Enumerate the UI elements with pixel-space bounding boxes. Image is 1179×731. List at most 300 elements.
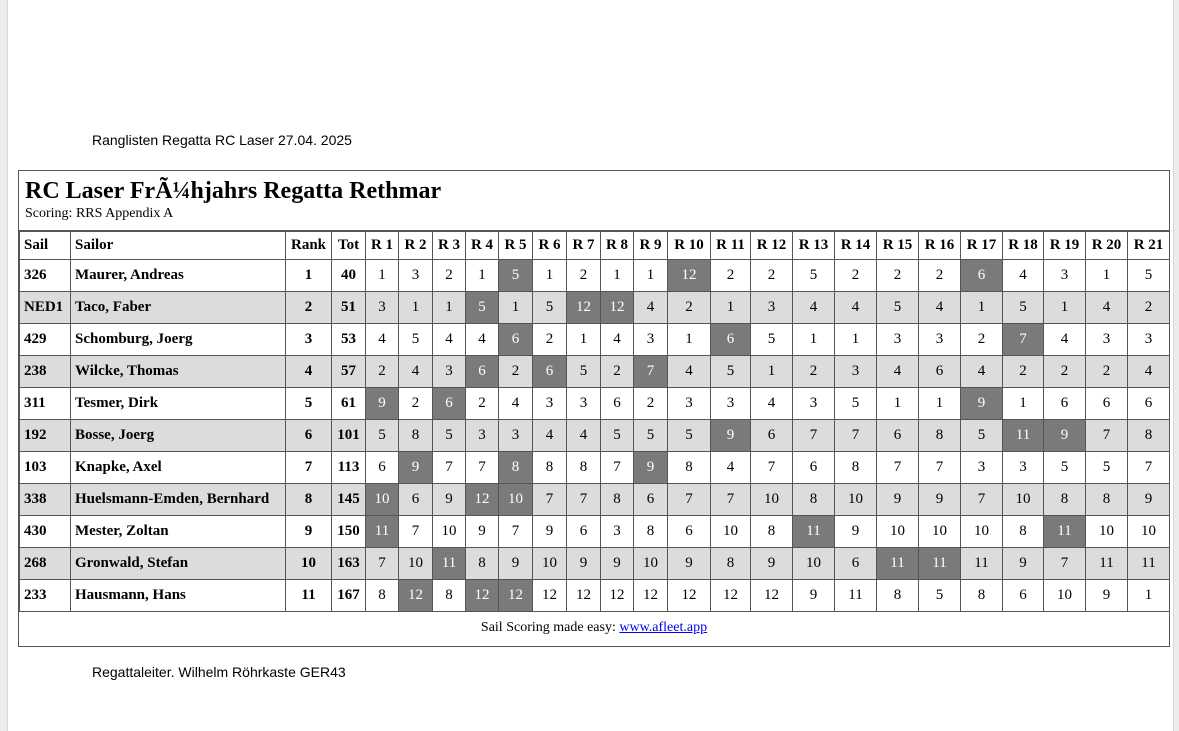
race-score-cell: 8 <box>1086 484 1128 516</box>
race-score-cell: 5 <box>533 292 567 324</box>
race-score-cell: 3 <box>1128 324 1170 356</box>
race-score-cell: 7 <box>961 484 1003 516</box>
race-score-cell: 3 <box>668 388 711 420</box>
sail-number-cell: 268 <box>20 548 71 580</box>
race-score-cell: 11 <box>835 580 877 612</box>
race-score-cell: 6 <box>1128 388 1170 420</box>
race-score-cell: 1 <box>499 292 533 324</box>
sail-number-cell: 238 <box>20 356 71 388</box>
column-header: R 10 <box>668 232 711 260</box>
race-score-cell: 8 <box>567 452 601 484</box>
discarded-race-score-cell: 12 <box>499 580 533 612</box>
race-score-cell: 1 <box>751 356 793 388</box>
total-points-cell: 113 <box>332 452 366 484</box>
race-score-cell: 2 <box>1003 356 1044 388</box>
race-score-cell: 5 <box>751 324 793 356</box>
total-points-cell: 53 <box>332 324 366 356</box>
race-score-cell: 1 <box>1003 388 1044 420</box>
column-header: R 12 <box>751 232 793 260</box>
race-score-cell: 9 <box>1003 548 1044 580</box>
race-score-cell: 6 <box>1044 388 1086 420</box>
race-score-cell: 6 <box>601 388 634 420</box>
race-score-cell: 5 <box>567 356 601 388</box>
discarded-race-score-cell: 12 <box>601 292 634 324</box>
race-score-cell: 2 <box>567 260 601 292</box>
column-header: R 9 <box>634 232 668 260</box>
race-score-cell: 4 <box>668 356 711 388</box>
race-score-cell: 2 <box>961 324 1003 356</box>
sailor-name-cell: Bosse, Joerg <box>71 420 286 452</box>
race-score-cell: 8 <box>919 420 961 452</box>
race-score-cell: 9 <box>1086 580 1128 612</box>
table-row <box>20 548 1170 580</box>
race-score-cell: 7 <box>399 516 433 548</box>
table-row <box>20 580 1170 612</box>
race-score-cell: 8 <box>433 580 466 612</box>
rank-cell: 11 <box>286 580 332 612</box>
sailor-name-cell: Huelsmann-Emden, Bernhard <box>71 484 286 516</box>
race-score-cell: 3 <box>1044 260 1086 292</box>
sailor-name-cell: Taco, Faber <box>71 292 286 324</box>
discarded-race-score-cell: 7 <box>634 356 668 388</box>
discarded-race-score-cell: 11 <box>793 516 835 548</box>
total-points-cell: 61 <box>332 388 366 420</box>
race-score-cell: 7 <box>1044 548 1086 580</box>
regatta-title: RC Laser FrÃ¼hjahrs Regatta Rethmar <box>25 178 442 204</box>
table-row <box>20 292 1170 324</box>
table-row <box>20 324 1170 356</box>
race-score-cell: 10 <box>961 516 1003 548</box>
race-score-cell: 8 <box>533 452 567 484</box>
sail-number-cell: 326 <box>20 260 71 292</box>
race-score-cell: 11 <box>1128 548 1170 580</box>
race-score-cell: 6 <box>567 516 601 548</box>
column-header: R 14 <box>835 232 877 260</box>
race-score-cell: 3 <box>399 260 433 292</box>
race-score-cell: 2 <box>877 260 919 292</box>
race-score-cell: 4 <box>1128 356 1170 388</box>
race-score-cell: 10 <box>919 516 961 548</box>
race-score-cell: 9 <box>533 516 567 548</box>
race-score-cell: 7 <box>567 484 601 516</box>
race-score-cell: 3 <box>533 388 567 420</box>
discarded-race-score-cell: 9 <box>634 452 668 484</box>
race-score-cell: 1 <box>1086 260 1128 292</box>
column-header: R 19 <box>1044 232 1086 260</box>
race-score-cell: 7 <box>366 548 399 580</box>
race-score-cell: 7 <box>499 516 533 548</box>
race-score-cell: 8 <box>668 452 711 484</box>
rank-cell: 2 <box>286 292 332 324</box>
race-score-cell: 3 <box>1003 452 1044 484</box>
race-score-cell: 6 <box>835 548 877 580</box>
discarded-race-score-cell: 9 <box>961 388 1003 420</box>
race-score-cell: 1 <box>433 292 466 324</box>
race-score-cell: 12 <box>711 580 751 612</box>
discarded-race-score-cell: 7 <box>1003 324 1044 356</box>
sail-number-cell: 429 <box>20 324 71 356</box>
race-score-cell: 3 <box>601 516 634 548</box>
race-score-cell: 3 <box>961 452 1003 484</box>
column-header: R 11 <box>711 232 751 260</box>
race-score-cell: 2 <box>499 356 533 388</box>
discarded-race-score-cell: 6 <box>961 260 1003 292</box>
race-score-cell: 2 <box>1044 356 1086 388</box>
sail-number-cell: NED1 <box>20 292 71 324</box>
race-score-cell: 8 <box>1003 516 1044 548</box>
race-score-cell: 1 <box>919 388 961 420</box>
race-score-cell: 3 <box>1086 324 1128 356</box>
race-score-cell: 5 <box>835 388 877 420</box>
sailor-name-cell: Gronwald, Stefan <box>71 548 286 580</box>
race-score-cell: 9 <box>601 548 634 580</box>
table-row <box>20 388 1170 420</box>
race-score-cell: 4 <box>835 292 877 324</box>
discarded-race-score-cell: 9 <box>399 452 433 484</box>
race-score-cell: 1 <box>567 324 601 356</box>
race-score-cell: 10 <box>835 484 877 516</box>
rank-cell: 6 <box>286 420 332 452</box>
race-score-cell: 5 <box>961 420 1003 452</box>
race-score-cell: 4 <box>711 452 751 484</box>
sheet-footer-text: Sail Scoring made easy: <box>480 620 620 635</box>
discarded-race-score-cell: 5 <box>466 292 499 324</box>
results-title-block <box>19 171 1169 231</box>
race-score-cell: 9 <box>919 484 961 516</box>
discarded-race-score-cell: 11 <box>919 548 961 580</box>
race-score-cell: 1 <box>1128 580 1170 612</box>
race-score-cell: 2 <box>835 260 877 292</box>
race-score-cell: 3 <box>634 324 668 356</box>
rank-cell: 9 <box>286 516 332 548</box>
race-score-cell: 1 <box>466 260 499 292</box>
rank-cell: 8 <box>286 484 332 516</box>
race-score-cell: 7 <box>668 484 711 516</box>
race-score-cell: 1 <box>634 260 668 292</box>
race-score-cell: 7 <box>533 484 567 516</box>
discarded-race-score-cell: 6 <box>533 356 567 388</box>
race-score-cell: 9 <box>877 484 919 516</box>
race-score-cell: 8 <box>634 516 668 548</box>
race-score-cell: 2 <box>399 388 433 420</box>
race-score-cell: 8 <box>601 484 634 516</box>
column-header: R 15 <box>877 232 919 260</box>
rank-cell: 4 <box>286 356 332 388</box>
sailor-name-cell: Maurer, Andreas <box>71 260 286 292</box>
column-header: Sailor <box>71 232 286 260</box>
race-score-cell: 5 <box>711 356 751 388</box>
race-score-cell: 4 <box>634 292 668 324</box>
discarded-race-score-cell: 11 <box>366 516 399 548</box>
race-score-cell: 2 <box>1128 292 1170 324</box>
sheet-footer <box>19 612 1169 643</box>
race-score-cell: 2 <box>634 388 668 420</box>
table-row <box>20 356 1170 388</box>
race-score-cell: 2 <box>668 292 711 324</box>
race-score-cell: 1 <box>533 260 567 292</box>
table-row <box>20 516 1170 548</box>
race-score-cell: 7 <box>793 420 835 452</box>
table-row <box>20 260 1170 292</box>
column-header: R 1 <box>366 232 399 260</box>
race-score-cell: 6 <box>399 484 433 516</box>
race-score-cell: 5 <box>877 292 919 324</box>
discarded-race-score-cell: 9 <box>366 388 399 420</box>
table-header-row <box>20 232 1170 260</box>
race-score-cell: 4 <box>433 324 466 356</box>
results-sheet <box>18 170 1170 647</box>
race-score-cell: 4 <box>1003 260 1044 292</box>
race-score-cell: 4 <box>793 292 835 324</box>
race-score-cell: 2 <box>1086 356 1128 388</box>
race-score-cell: 5 <box>601 420 634 452</box>
total-points-cell: 167 <box>332 580 366 612</box>
sailor-name-cell: Mester, Zoltan <box>71 516 286 548</box>
sail-number-cell: 311 <box>20 388 71 420</box>
discarded-race-score-cell: 12 <box>466 484 499 516</box>
race-score-cell: 9 <box>751 548 793 580</box>
results-table <box>19 231 1170 612</box>
race-score-cell: 1 <box>366 260 399 292</box>
race-score-cell: 10 <box>1128 516 1170 548</box>
race-score-cell: 5 <box>1128 260 1170 292</box>
column-header: R 7 <box>567 232 601 260</box>
race-score-cell: 2 <box>466 388 499 420</box>
race-score-cell: 10 <box>711 516 751 548</box>
race-score-cell: 11 <box>1086 548 1128 580</box>
race-score-cell: 8 <box>366 580 399 612</box>
discarded-race-score-cell: 11 <box>433 548 466 580</box>
discarded-race-score-cell: 12 <box>399 580 433 612</box>
column-header: Tot <box>332 232 366 260</box>
race-score-cell: 7 <box>919 452 961 484</box>
race-score-cell: 9 <box>835 516 877 548</box>
race-score-cell: 9 <box>1128 484 1170 516</box>
race-score-cell: 10 <box>877 516 919 548</box>
race-score-cell: 3 <box>366 292 399 324</box>
race-score-cell: 7 <box>466 452 499 484</box>
rank-cell: 3 <box>286 324 332 356</box>
page-footer-text: Regattaleiter. Wilhelm Röhrkaste GER43 <box>92 664 346 680</box>
race-score-cell: 4 <box>399 356 433 388</box>
discarded-race-score-cell: 6 <box>433 388 466 420</box>
race-score-cell: 1 <box>668 324 711 356</box>
race-score-cell: 4 <box>1044 324 1086 356</box>
race-score-cell: 6 <box>919 356 961 388</box>
race-score-cell: 10 <box>751 484 793 516</box>
rank-cell: 7 <box>286 452 332 484</box>
race-score-cell: 2 <box>711 260 751 292</box>
discarded-race-score-cell: 11 <box>1044 516 1086 548</box>
race-score-cell: 7 <box>1086 420 1128 452</box>
race-score-cell: 12 <box>567 580 601 612</box>
sailor-name-cell: Hausmann, Hans <box>71 580 286 612</box>
race-score-cell: 8 <box>751 516 793 548</box>
race-score-cell: 5 <box>668 420 711 452</box>
column-header: R 6 <box>533 232 567 260</box>
race-score-cell: 5 <box>1003 292 1044 324</box>
sail-number-cell: 338 <box>20 484 71 516</box>
column-header: R 21 <box>1128 232 1170 260</box>
race-score-cell: 5 <box>366 420 399 452</box>
race-score-cell: 3 <box>567 388 601 420</box>
race-score-cell: 8 <box>711 548 751 580</box>
discarded-race-score-cell: 9 <box>711 420 751 452</box>
sail-number-cell: 192 <box>20 420 71 452</box>
total-points-cell: 150 <box>332 516 366 548</box>
race-score-cell: 5 <box>433 420 466 452</box>
race-score-cell: 3 <box>877 324 919 356</box>
total-points-cell: 145 <box>332 484 366 516</box>
race-score-cell: 5 <box>1086 452 1128 484</box>
race-score-cell: 10 <box>399 548 433 580</box>
race-score-cell: 3 <box>711 388 751 420</box>
total-points-cell: 163 <box>332 548 366 580</box>
table-row <box>20 452 1170 484</box>
document-page <box>7 0 1174 731</box>
race-score-cell: 3 <box>835 356 877 388</box>
race-score-cell: 1 <box>793 324 835 356</box>
column-header: R 4 <box>466 232 499 260</box>
race-score-cell: 9 <box>433 484 466 516</box>
race-score-cell: 5 <box>399 324 433 356</box>
race-score-cell: 12 <box>601 580 634 612</box>
race-score-cell: 2 <box>601 356 634 388</box>
race-score-cell: 6 <box>751 420 793 452</box>
sail-number-cell: 103 <box>20 452 71 484</box>
page-header-text: Ranglisten Regatta RC Laser 27.04. 2025 <box>92 132 352 148</box>
race-score-cell: 9 <box>668 548 711 580</box>
discarded-race-score-cell: 10 <box>366 484 399 516</box>
race-score-cell: 8 <box>1128 420 1170 452</box>
race-score-cell: 4 <box>533 420 567 452</box>
race-score-cell: 3 <box>433 356 466 388</box>
column-header: Sail <box>20 232 71 260</box>
race-score-cell: 9 <box>499 548 533 580</box>
race-score-cell: 4 <box>1086 292 1128 324</box>
race-score-cell: 4 <box>961 356 1003 388</box>
race-score-cell: 3 <box>919 324 961 356</box>
race-score-cell: 12 <box>668 580 711 612</box>
race-score-cell: 4 <box>567 420 601 452</box>
column-header: R 3 <box>433 232 466 260</box>
race-score-cell: 8 <box>877 580 919 612</box>
race-score-cell: 3 <box>751 292 793 324</box>
race-score-cell: 6 <box>877 420 919 452</box>
race-score-cell: 7 <box>877 452 919 484</box>
total-points-cell: 101 <box>332 420 366 452</box>
column-header: R 5 <box>499 232 533 260</box>
discarded-race-score-cell: 11 <box>877 548 919 580</box>
rank-cell: 1 <box>286 260 332 292</box>
race-score-cell: 12 <box>634 580 668 612</box>
race-score-cell: 5 <box>634 420 668 452</box>
race-score-cell: 7 <box>601 452 634 484</box>
race-score-cell: 5 <box>919 580 961 612</box>
race-score-cell: 12 <box>751 580 793 612</box>
discarded-race-score-cell: 12 <box>567 292 601 324</box>
race-score-cell: 6 <box>793 452 835 484</box>
race-score-cell: 7 <box>711 484 751 516</box>
discarded-race-score-cell: 9 <box>1044 420 1086 452</box>
discarded-race-score-cell: 11 <box>1003 420 1044 452</box>
race-score-cell: 4 <box>919 292 961 324</box>
race-score-cell: 8 <box>793 484 835 516</box>
sailor-name-cell: Tesmer, Dirk <box>71 388 286 420</box>
race-score-cell: 7 <box>1128 452 1170 484</box>
column-header: Rank <box>286 232 332 260</box>
race-score-cell: 1 <box>711 292 751 324</box>
race-score-cell: 5 <box>793 260 835 292</box>
race-score-cell: 10 <box>1003 484 1044 516</box>
column-header: R 17 <box>961 232 1003 260</box>
race-score-cell: 12 <box>533 580 567 612</box>
race-score-cell: 8 <box>399 420 433 452</box>
discarded-race-score-cell: 6 <box>466 356 499 388</box>
race-score-cell: 7 <box>433 452 466 484</box>
discarded-race-score-cell: 6 <box>711 324 751 356</box>
race-score-cell: 11 <box>961 548 1003 580</box>
total-points-cell: 40 <box>332 260 366 292</box>
race-score-cell: 2 <box>751 260 793 292</box>
discarded-race-score-cell: 8 <box>499 452 533 484</box>
race-score-cell: 4 <box>366 324 399 356</box>
race-score-cell: 6 <box>366 452 399 484</box>
table-row <box>20 484 1170 516</box>
scoring-system: Scoring: RRS Appendix A <box>25 206 174 221</box>
race-score-cell: 10 <box>1044 580 1086 612</box>
race-score-cell: 8 <box>466 548 499 580</box>
column-header: R 18 <box>1003 232 1044 260</box>
column-header: R 8 <box>601 232 634 260</box>
race-score-cell: 9 <box>567 548 601 580</box>
race-score-cell: 8 <box>1044 484 1086 516</box>
race-score-cell: 1 <box>835 324 877 356</box>
table-row <box>20 420 1170 452</box>
sail-number-cell: 233 <box>20 580 71 612</box>
column-header: R 2 <box>399 232 433 260</box>
afleet-link[interactable]: www.afleet.app <box>619 620 708 635</box>
race-score-cell: 2 <box>366 356 399 388</box>
race-score-cell: 9 <box>466 516 499 548</box>
race-score-cell: 4 <box>601 324 634 356</box>
race-score-cell: 10 <box>533 548 567 580</box>
race-score-cell: 5 <box>1044 452 1086 484</box>
race-score-cell: 1 <box>601 260 634 292</box>
race-score-cell: 6 <box>1086 388 1128 420</box>
total-points-cell: 51 <box>332 292 366 324</box>
race-score-cell: 4 <box>466 324 499 356</box>
race-score-cell: 1 <box>961 292 1003 324</box>
sailor-name-cell: Schomburg, Joerg <box>71 324 286 356</box>
column-header: R 20 <box>1086 232 1128 260</box>
race-score-cell: 2 <box>533 324 567 356</box>
race-score-cell: 8 <box>961 580 1003 612</box>
race-score-cell: 8 <box>835 452 877 484</box>
race-score-cell: 4 <box>751 388 793 420</box>
discarded-race-score-cell: 6 <box>499 324 533 356</box>
race-score-cell: 10 <box>793 548 835 580</box>
sail-number-cell: 430 <box>20 516 71 548</box>
race-score-cell: 1 <box>399 292 433 324</box>
race-score-cell: 2 <box>433 260 466 292</box>
discarded-race-score-cell: 5 <box>499 260 533 292</box>
race-score-cell: 10 <box>634 548 668 580</box>
race-score-cell: 1 <box>1044 292 1086 324</box>
race-score-cell: 6 <box>634 484 668 516</box>
race-score-cell: 1 <box>877 388 919 420</box>
sailor-name-cell: Wilcke, Thomas <box>71 356 286 388</box>
